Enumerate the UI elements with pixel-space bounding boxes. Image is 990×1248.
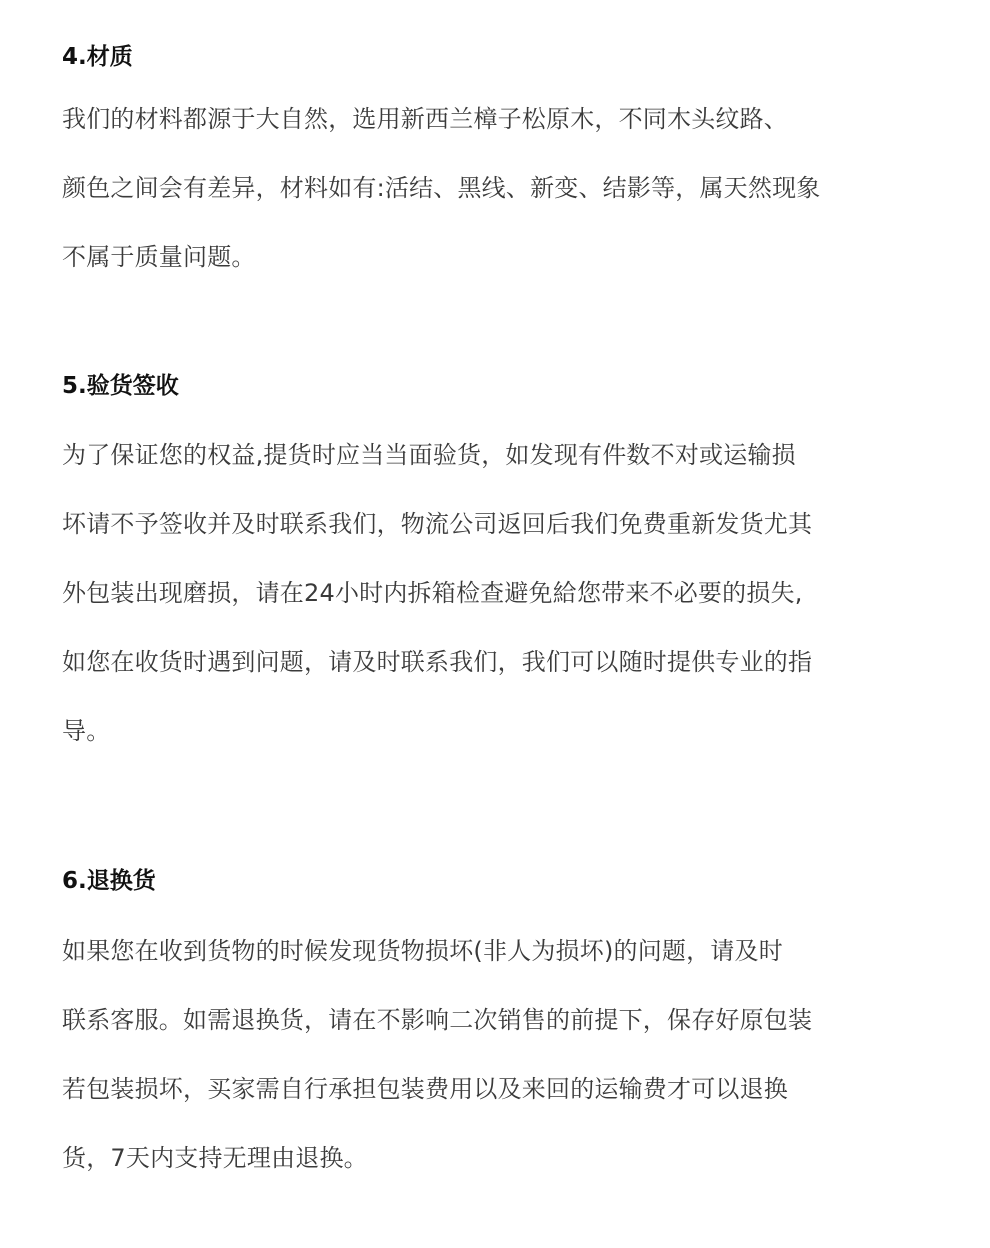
paragraph-line: 外包装出现磨损，请在24小时内拆箱检查避免給您带来不必要的损失, [62,579,803,607]
paragraph-line: 坏请不予签收并及时联系我们，物流公司返回后我们免费重新发货尤其 [62,510,813,538]
section-title: 5.验货签收 [62,373,179,399]
paragraph-line: 为了保证您的权益,提货时应当当面验货，如发现有件数不对或运输损 [62,441,796,469]
paragraph-line: 货，7天内支持无理由退换。 [62,1144,368,1172]
paragraph-line: 不属于质量问题。 [62,243,256,271]
section-title: 4.材质 [62,44,133,70]
paragraph-line: 我们的材料都源于大自然，选用新西兰樟子松原木，不同木头纹路、 [62,105,788,133]
paragraph-line: 导。 [62,717,111,745]
paragraph-line: 若包装损坏，买家需自行承担包装费用以及来回的运输费才可以退换 [62,1075,788,1103]
paragraph-line: 联系客服。如需退换货，请在不影响二次销售的前提下，保存好原包装 [62,1006,813,1034]
paragraph-line: 如您在收货时遇到问题，请及时联系我们，我们可以随时提供专业的指 [62,648,813,676]
paragraph-line: 颜色之间会有差异，材料如有:活结、黑线、新变、结影等，属天然现象 [62,174,821,202]
paragraph-line: 如果您在收到货物的时候发现货物损坏(非人为损坏)的问题，请及时 [62,937,783,965]
section-title: 6.退换货 [62,868,156,894]
